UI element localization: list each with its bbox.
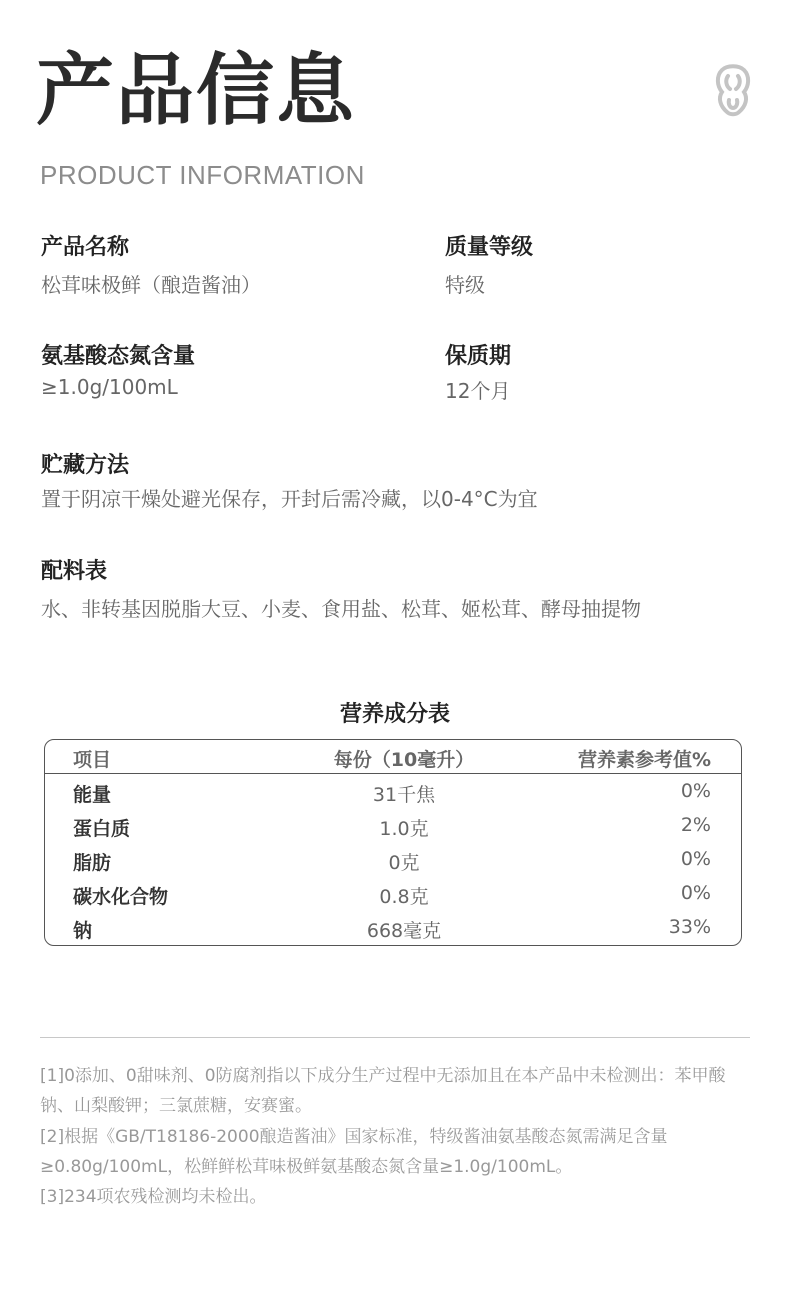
grade-label: 质量等级 (445, 235, 534, 260)
row-amount: 668毫克 (366, 920, 442, 942)
row-amount: 0.8克 (379, 886, 429, 908)
page-title: 产品信息 (36, 46, 357, 136)
brand-logo-icon (714, 62, 752, 120)
storage-label: 贮藏方法 (41, 453, 130, 478)
header-nrv: 营养素参考值% (577, 749, 711, 771)
header-per-serving: 每份（10毫升） (333, 749, 475, 771)
nutrition-table-title: 营养成分表 (339, 702, 450, 727)
amino-acid-label: 氨基酸态氮含量 (41, 344, 196, 369)
row-amount: 31千焦 (372, 784, 436, 806)
shelf-life-value: 12个月 (445, 379, 511, 403)
ingredients-label: 配料表 (41, 559, 108, 584)
row-item: 脂肪 (73, 852, 112, 874)
footnote-1: [1]0添加、0甜味剂、0防腐剂指以下成分生产过程中无添加且在本产品中未检测出：苯甲酸钠、山梨酸钾；三氯蔗糖，安赛蜜。 (40, 1066, 726, 1116)
row-nrv: 0% (680, 882, 711, 904)
footnote-2: [2]根据《GB/T18186-2000酿造酱油》国家标准，特级酱油氨基酸态氮需满足含量≥0.80g/100mL，松鲜鲜松茸味极鲜氨基酸态氮含量≥1.0g/100mL。 (40, 1127, 668, 1177)
footnote-3: [3]234项农残检测均未检出。 (40, 1187, 267, 1207)
row-item: 钠 (73, 920, 93, 942)
row-item: 蛋白质 (73, 818, 131, 840)
ingredients-value: 水、非转基因脱脂大豆、小麦、食用盐、松茸、姬松茸、酵母抽提物 (41, 597, 641, 621)
storage-value: 置于阴凉干燥处避光保存，开封后需冷藏，以0-4°C为宜 (41, 487, 538, 511)
shelf-life-label: 保质期 (445, 344, 512, 369)
nutrition-table-header (45, 740, 741, 774)
table-row (45, 916, 741, 950)
row-nrv: 0% (680, 848, 711, 870)
row-item: 碳水化合物 (73, 886, 169, 908)
row-amount: 1.0克 (379, 818, 429, 840)
amino-acid-value: ≥1.0g/100mL (41, 375, 178, 399)
row-amount: 0克 (388, 852, 420, 874)
product-name-value: 松茸味极鲜（酿造酱油） (41, 273, 261, 297)
table-row (45, 882, 741, 916)
grade-value: 特级 (445, 273, 485, 297)
page-subtitle: PRODUCT INFORMATION (40, 160, 365, 190)
table-row (45, 814, 741, 848)
row-nrv: 33% (668, 916, 711, 938)
row-nrv: 0% (680, 780, 711, 802)
row-item: 能量 (73, 784, 112, 806)
product-name-label: 产品名称 (41, 235, 130, 260)
table-row (45, 848, 741, 882)
row-nrv: 2% (680, 814, 711, 836)
header-item: 项目 (73, 749, 112, 771)
notes-divider (40, 1037, 750, 1038)
table-row (45, 780, 741, 814)
nutrition-table (44, 739, 742, 946)
